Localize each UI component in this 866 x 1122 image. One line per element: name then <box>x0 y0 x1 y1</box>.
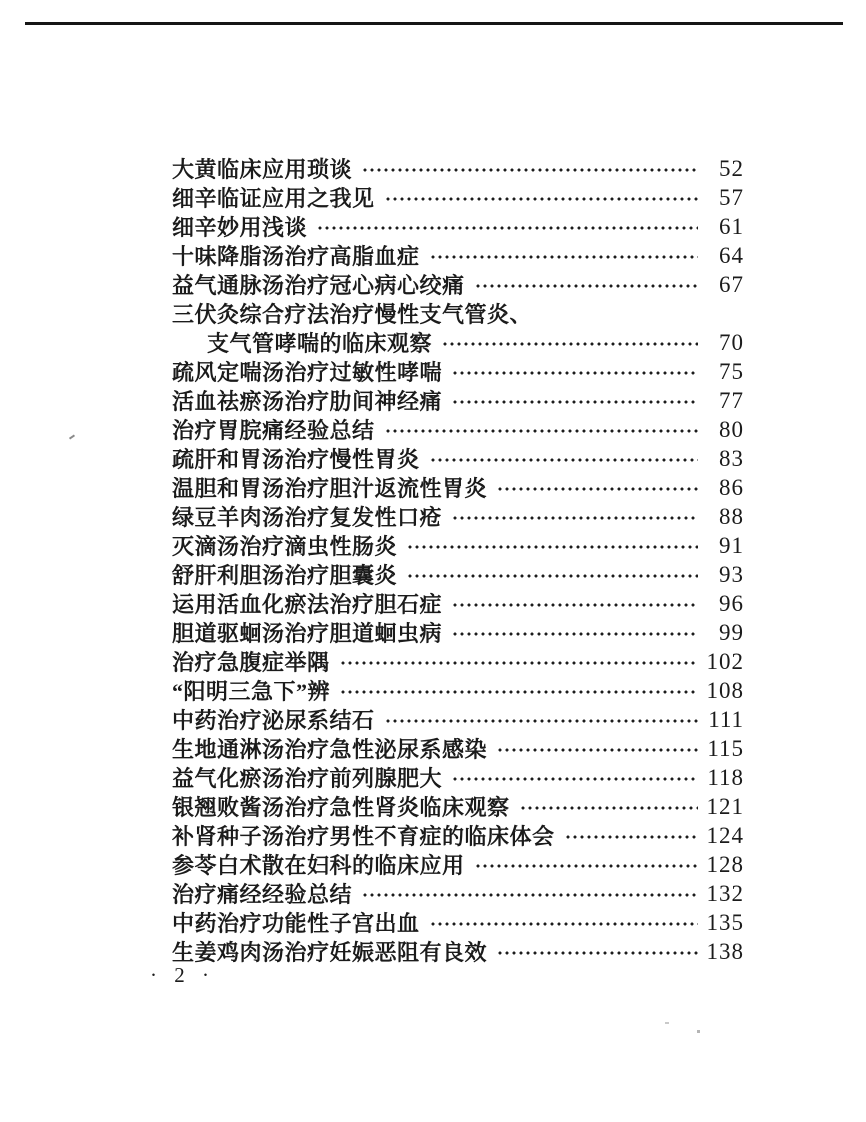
toc-entry <box>172 850 744 879</box>
dotted-leader <box>362 891 698 899</box>
toc-entry-title: 灭滴汤治疗滴虫性肠炎 <box>172 534 398 559</box>
toc-entry-title: 温胆和胃汤治疗胆汁返流性胃炎 <box>172 476 488 501</box>
dotted-leader <box>407 572 698 580</box>
toc-entry-page-number: 102 <box>706 648 744 674</box>
toc-entry-title: 大黄临床应用琐谈 <box>172 157 353 182</box>
toc-entry-title: 生姜鸡肉汤治疗妊娠恶阻有良效 <box>172 940 488 965</box>
toc-entry-title: 细辛临证应用之我见 <box>172 186 375 211</box>
toc-entry <box>172 357 744 386</box>
toc-entry <box>172 212 744 241</box>
dotted-leader <box>362 166 698 174</box>
toc-entry-title: 参苓白术散在妇科的临床应用 <box>172 853 465 878</box>
toc-entry-title: 胆道驱蛔汤治疗胆道蛔虫病 <box>172 621 443 646</box>
toc-entry <box>172 154 744 183</box>
dotted-leader <box>340 688 698 696</box>
dotted-leader <box>497 746 698 754</box>
toc-entry-page-number: 67 <box>719 271 744 297</box>
toc-entry <box>172 821 744 850</box>
toc-entry-page-number: 93 <box>719 561 744 587</box>
toc-entry-title: 舒肝利胆汤治疗胆囊炎 <box>172 563 398 588</box>
dotted-leader <box>430 456 698 464</box>
toc-entry <box>172 792 744 821</box>
dotted-leader <box>475 862 698 870</box>
toc-entry-page-number: 75 <box>719 358 744 384</box>
toc-entry-title: 银翘败酱汤治疗急性肾炎临床观察 <box>172 795 510 820</box>
toc-entry-title: 三伏灸综合疗法治疗慢性支气管炎、 <box>172 302 533 327</box>
toc-entry-title: 生地通淋汤治疗急性泌尿系感染 <box>172 737 488 762</box>
toc-entry-page-number: 118 <box>707 764 744 790</box>
toc-entry-title: 疏风定喘汤治疗过敏性哮喘 <box>172 360 443 385</box>
dotted-leader <box>452 398 698 406</box>
toc-entry <box>172 502 744 531</box>
toc-entry-page-number: 83 <box>719 445 744 471</box>
toc-entry-title: 治疗胃脘痛经验总结 <box>172 418 375 443</box>
dotted-leader <box>430 253 698 261</box>
toc-entry-title: 疏肝和胃汤治疗慢性胃炎 <box>172 447 420 472</box>
toc-entry-title: 中药治疗功能性子宫出血 <box>172 911 420 936</box>
dotted-leader <box>442 340 698 348</box>
toc-entry <box>172 328 744 357</box>
toc-entry-title: 补肾种子汤治疗男性不育症的临床体会 <box>172 824 555 849</box>
dotted-leader <box>340 659 698 667</box>
toc-entry <box>172 415 744 444</box>
toc-list <box>172 154 744 966</box>
toc-entry-title: 益气通脉汤治疗冠心病心绞痛 <box>172 273 465 298</box>
toc-entry-page-number: 128 <box>706 851 744 877</box>
toc-entry <box>172 531 744 560</box>
dotted-leader <box>520 804 698 812</box>
toc-entry <box>172 473 744 502</box>
toc-entry-title: 治疗痛经经验总结 <box>172 882 353 907</box>
dotted-leader <box>385 195 698 203</box>
toc-entry <box>172 444 744 473</box>
toc-entry <box>172 299 744 328</box>
toc-entry <box>172 676 744 705</box>
toc-entry-title: 益气化瘀汤治疗前列腺肥大 <box>172 766 443 791</box>
toc-entry <box>172 183 744 212</box>
scan-speck <box>69 434 75 439</box>
page-top-rule <box>25 22 843 25</box>
toc-entry-page-number: 111 <box>708 706 744 732</box>
toc-entry-title: 治疗急腹症举隅 <box>172 650 330 675</box>
dotted-leader <box>317 224 698 232</box>
dotted-leader <box>407 543 698 551</box>
toc-entry-title: 支气管哮喘的临床观察 <box>207 331 433 356</box>
toc-entry-title: 绿豆羊肉汤治疗复发性口疮 <box>172 505 443 530</box>
toc-entry-page-number: 96 <box>719 590 744 616</box>
toc-entry-page-number: 77 <box>719 387 744 413</box>
toc-entry-page-number: 108 <box>706 677 744 703</box>
dotted-leader <box>452 601 698 609</box>
toc-entry <box>172 589 744 618</box>
toc-entry <box>172 386 744 415</box>
toc-entry <box>172 879 744 908</box>
toc-entry-page-number: 70 <box>719 329 744 355</box>
toc-entry-title: 十味降脂汤治疗高脂血症 <box>172 244 420 269</box>
dotted-leader <box>497 485 698 493</box>
toc-entry <box>172 647 744 676</box>
toc-entry-page-number: 88 <box>719 503 744 529</box>
toc-entry-page-number: 52 <box>719 155 744 181</box>
dotted-leader <box>385 427 698 435</box>
dotted-leader <box>452 514 698 522</box>
toc-entry <box>172 560 744 589</box>
toc-entry-page-number: 64 <box>719 242 744 268</box>
toc-entry-page-number: 115 <box>707 735 744 761</box>
toc-entry <box>172 270 744 299</box>
toc-entry <box>172 763 744 792</box>
dotted-leader <box>475 282 698 290</box>
dotted-leader <box>497 949 698 957</box>
scan-speck <box>665 1022 669 1024</box>
dotted-leader <box>452 369 698 377</box>
toc-entry-title: “阳明三急下”辨 <box>172 679 331 704</box>
toc-entry-page-number: 132 <box>706 880 744 906</box>
toc-entry-page-number: 124 <box>706 822 744 848</box>
toc-entry-title: 中药治疗泌尿系结石 <box>172 708 375 733</box>
dotted-leader <box>565 833 698 841</box>
toc-entry-page-number: 61 <box>719 213 744 239</box>
toc-entry-title: 运用活血化瘀法治疗胆石症 <box>172 592 443 617</box>
toc-entry-page-number: 138 <box>706 938 744 964</box>
toc-entry-page-number: 91 <box>719 532 744 558</box>
page-number-footer: · 2 · <box>150 963 211 987</box>
dotted-leader <box>385 717 698 725</box>
toc-entry <box>172 618 744 647</box>
toc-entry <box>172 705 744 734</box>
toc-entry-page-number: 57 <box>719 184 744 210</box>
toc-entry-page-number: 80 <box>719 416 744 442</box>
toc-entry <box>172 937 744 966</box>
toc-entry <box>172 241 744 270</box>
scan-speck <box>697 1030 700 1033</box>
toc-entry <box>172 734 744 763</box>
dotted-leader <box>430 920 698 928</box>
toc-entry-page-number: 86 <box>719 474 744 500</box>
toc-entry-page-number: 99 <box>719 619 744 645</box>
toc-entry <box>172 908 744 937</box>
dotted-leader <box>452 630 698 638</box>
toc-entry-page-number: 135 <box>706 909 744 935</box>
toc-entry-title: 细辛妙用浅谈 <box>172 215 308 240</box>
toc-entry-title: 活血祛瘀汤治疗肋间神经痛 <box>172 389 443 414</box>
toc-entry-page-number: 121 <box>706 793 744 819</box>
dotted-leader <box>452 775 698 783</box>
